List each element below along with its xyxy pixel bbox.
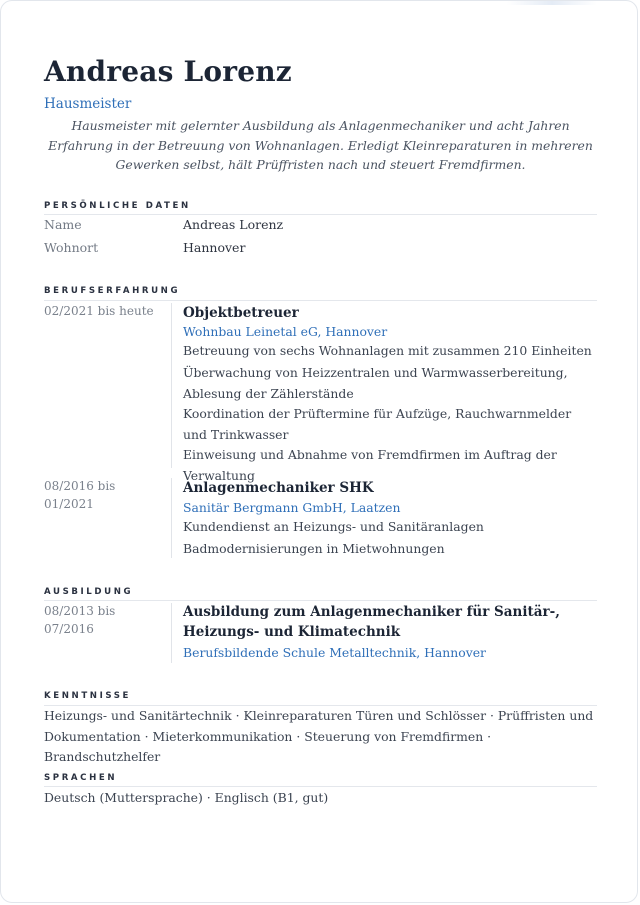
entry-bullet: Badmodernisierungen in Mietwohnungen xyxy=(183,541,445,556)
entry-date: 08/2013 bis 07/2016 xyxy=(44,604,116,636)
languages-list: Deutsch (Muttersprache) · Englisch (B1, gut) xyxy=(44,790,329,805)
candidate-role: Hausmeister xyxy=(44,96,132,112)
timeline-line xyxy=(171,303,172,468)
section-divider xyxy=(44,214,597,215)
entry-bullet: Koordination der Prüftermine für Aufzüge, Rauchwarnmelder und Trinkwasser xyxy=(183,406,572,442)
personal-label-name: Name xyxy=(44,217,82,232)
timeline-line xyxy=(171,478,172,558)
section-divider xyxy=(44,600,597,601)
entry-date: 08/2016 bis 01/2021 xyxy=(44,479,116,511)
entry-title: Objektbetreuer xyxy=(183,305,299,321)
candidate-name: Andreas Lorenz xyxy=(44,55,292,88)
entry-bullet: Kundendienst an Heizungs- und Sanitäranlagen xyxy=(183,519,484,534)
page-corner-highlight xyxy=(507,1,597,5)
entry-organization: Wohnbau Leinetal eG, Hannover xyxy=(183,324,388,339)
profile-summary: Hausmeister mit gelernter Ausbildung als Anlagenmechaniker und acht Jahren Erfahrung in der Betreuung von Wohnanlagen. Erledigt Kleinreparaturen in mehreren Gewerken selbst, hält Prüffristen nach und steuert Fremdfirmen. xyxy=(48,118,593,172)
personal-value-city: Hannover xyxy=(183,240,246,255)
section-title-languages: SPRACHEN xyxy=(44,773,118,783)
section-title-education: AUSBILDUNG xyxy=(44,587,134,597)
entry-bullet: Einweisung und Abnahme von Fremdfirmen im Auftrag der Verwaltung xyxy=(183,447,557,483)
entry-title: Ausbildung zum Anlagenmechaniker für Sanitär-, Heizungs- und Klimatechnik xyxy=(183,604,560,640)
section-title-personal: PERSÖNLICHE DATEN xyxy=(44,201,191,211)
section-divider xyxy=(44,300,597,301)
entry-bullet: Betreuung von sechs Wohnanlagen mit zusammen 210 Einheiten xyxy=(183,343,592,358)
timeline-line xyxy=(171,603,172,663)
section-title-skills: KENNTNISSE xyxy=(44,691,132,701)
entry-date: 02/2021 bis heute xyxy=(44,304,154,318)
entry-organization: Sanitär Bergmann GmbH, Laatzen xyxy=(183,500,401,515)
section-title-experience: BERUFSERFAHRUNG xyxy=(44,286,181,296)
section-divider xyxy=(44,786,597,787)
skills-list: Heizungs- und Sanitärtechnik · Kleinreparaturen Türen und Schlösser · Prüffristen und Dokumentation · Mieterkommunikation · Steuerung von Fremdfirmen · Brandschutzhelfer xyxy=(44,708,594,764)
personal-label-city: Wohnort xyxy=(44,240,99,255)
personal-value-name: Andreas Lorenz xyxy=(183,217,284,232)
entry-title: Anlagenmechaniker SHK xyxy=(183,480,374,496)
entry-organization: Berufsbildende Schule Metalltechnik, Hannover xyxy=(183,645,486,660)
entry-bullet: Überwachung von Heizzentralen und Warmwasserbereitung, Ablesung der Zählerstände xyxy=(183,365,568,401)
